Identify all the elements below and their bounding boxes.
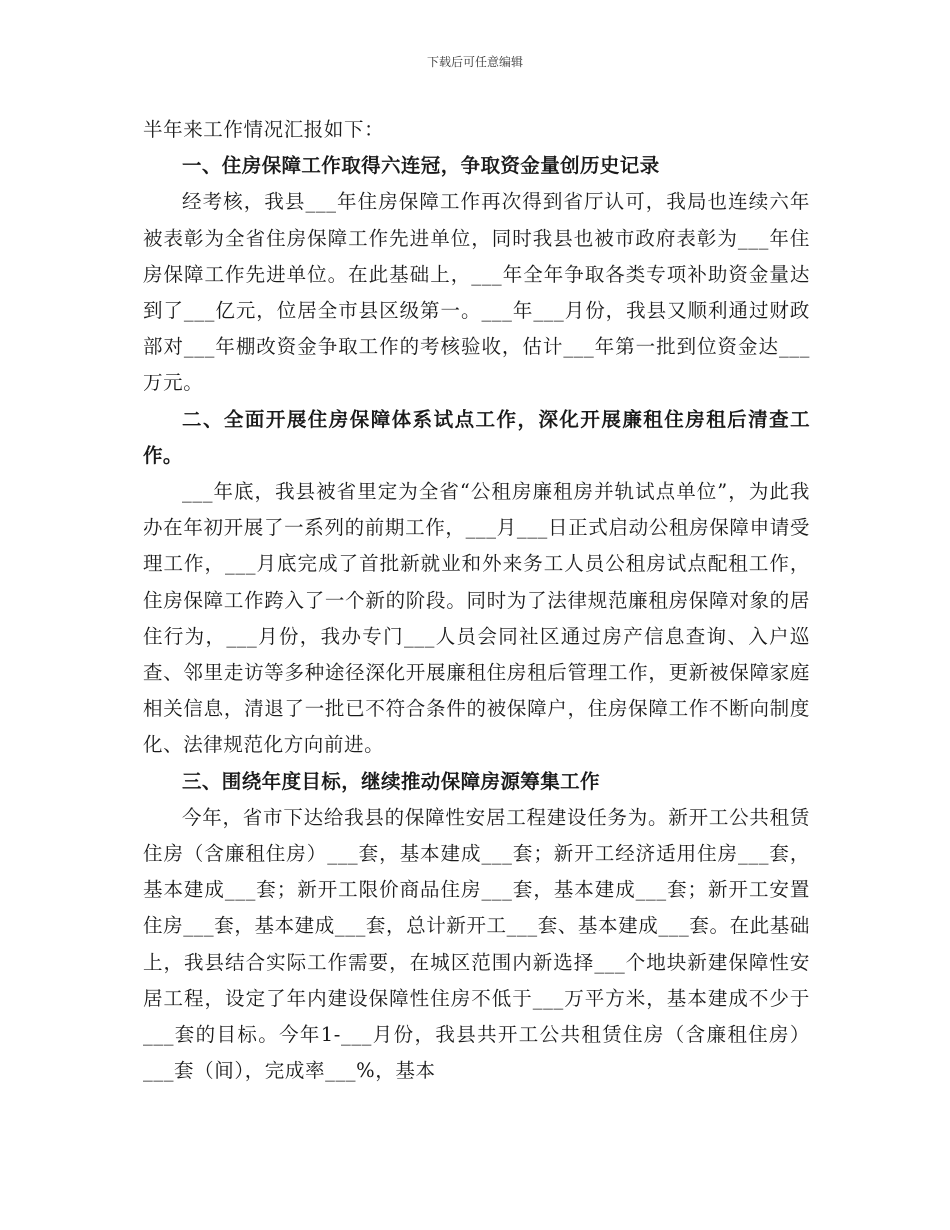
section-paragraph-2: ___年底，我县被省里定为全省“公租房廉租房并轨试点单位”，为此我办在年初开展了一系列的前期工作，___月___日正式启动公租房保障申请受理工作，___月底完成了首批新就业和外来务工人员公租房试点配租工作，住房保障工作跨入了一个新的阶段。同时为了法律规范廉租房保障对象的居住行为，___月份，我办专门___人员会同社区通过房产信息查询、入户巡查、邻里走访等多种途径深化开展廉租住房租后管理工作，更新被保障家庭相关信息，清退了一批已不符合条件的被保障户，住房保障工作不断向制度化、法律规范化方向前进。 xyxy=(143,480,810,757)
section-paragraph-1: 经考核，我县___年住房保障工作再次得到省厅认可，我局也连续六年被表彰为全省住房保障工作先进单位，同时我县也被市政府表彰为___年住房保障工作先进单位。在此基础上，___年全年争取各类专项补助资金量达到了___亿元，位居全市县区级第一。___年___月份，我县又顺利通过财政部对___年棚改资金争取工作的考核验收，估计___年第一批到位资金达___万元。 xyxy=(143,190,810,395)
section-heading-3: 三、围绕年度目标，继续推动保障房源筹集工作 xyxy=(182,769,600,793)
document-body xyxy=(143,112,810,1089)
section-heading-1: 一、住房保障工作取得六连冠，争取资金量创历史记录 xyxy=(182,154,660,178)
section-heading-2: 二、全面开展住房保障体系试点工作，深化开展廉租住房租后清查工作。 xyxy=(143,407,810,467)
header-note: 下载后可任意编辑 xyxy=(426,55,523,69)
intro-line: 半年来工作情况汇报如下： xyxy=(143,118,385,141)
section-paragraph-3: 今年，省市下达给我县的保障性安居工程建设任务为。新开工公共租赁住房（含廉租住房）___套，基本建成___套；新开工经济适用住房___套，基本建成___套；新开工限价商品住房___套，基本建成___套；新开工安置住房___套，基本建成___套，总计新开工___套、基本建成___套。在此基础上，我县结合实际工作需要，在城区范围内新选择___个地块新建保障性安居工程，设定了年内建设保障性住房不低于___万平方米，基本建成不少于___套的目标。今年1-___月份，我县共开工公共租赁住房（含廉租住房）___套（间），完成率___%，基本 xyxy=(143,805,810,1083)
